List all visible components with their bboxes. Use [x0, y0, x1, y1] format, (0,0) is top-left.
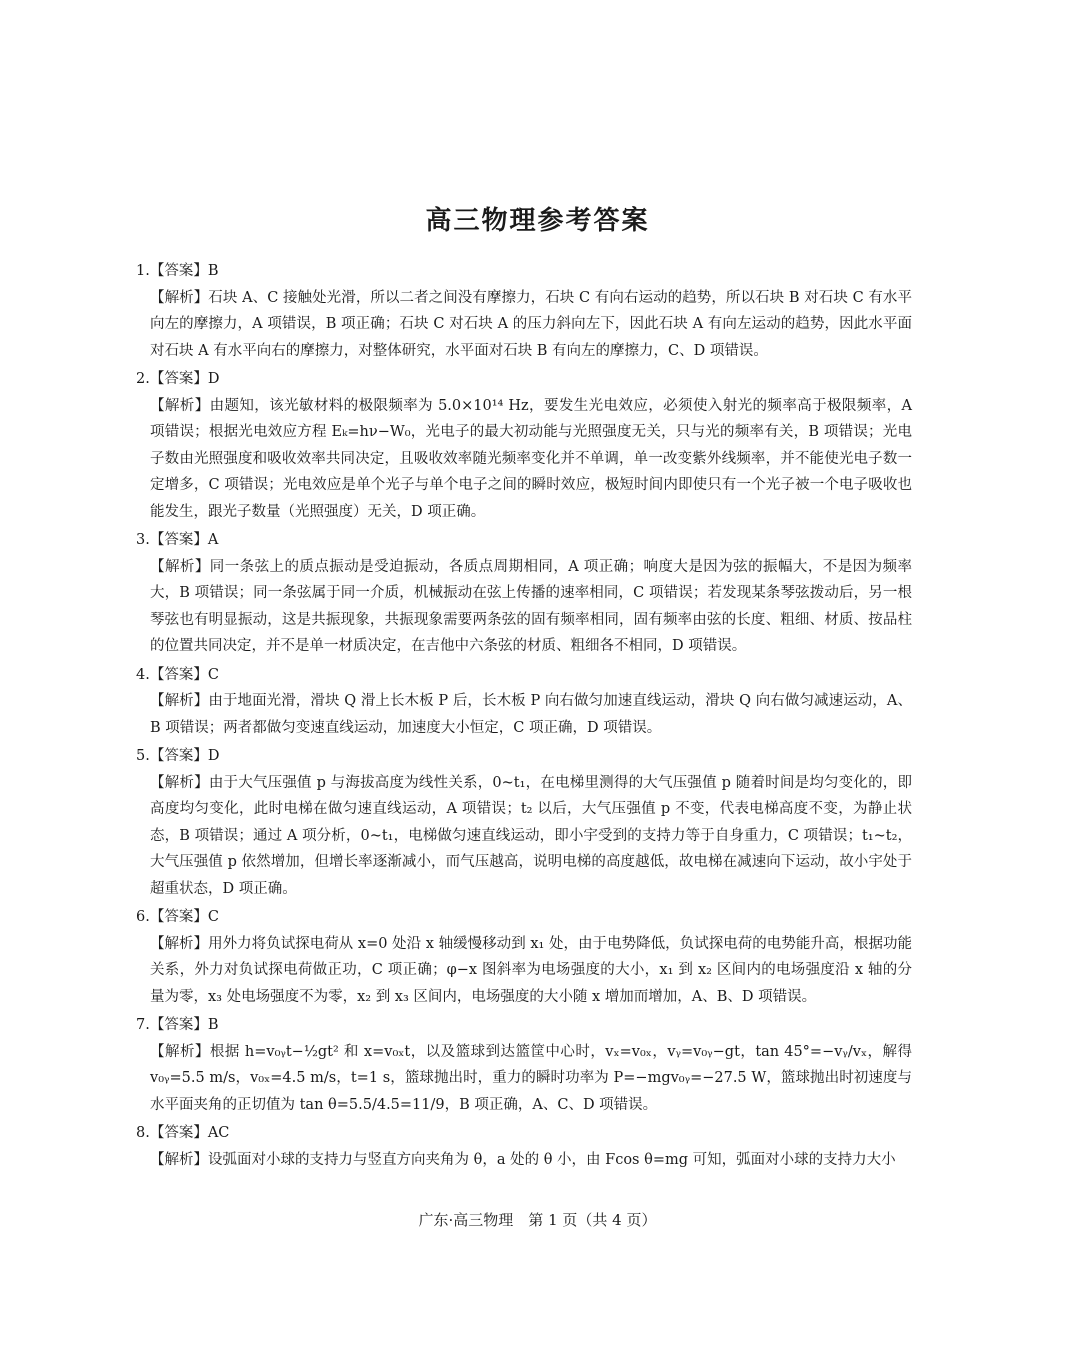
page-footer: 广东·高三物理 第 1 页（共 4 页） — [418, 1211, 657, 1229]
explanation-8: 【解析】设弧面对小球的支持力与竖直方向夹角为 θ，a 处的 θ 小，由 Fcos θ=mg 可知，弧面对小球的支持力大小 — [150, 1151, 896, 1168]
explanation-2: 【解析】由题知，该光敏材料的极限频率为 5.0×10¹⁴ Hz，要发生光电效应，必须使入射光的频率高于极限频率，A 项错误；根据光电效应方程 Eₖ=hν−W₀，光电子的最大初动能与光照强度无关，只与光的频率有关，B 项错误；光电子数由光照强度和吸收效率共同决定，且吸收效率随光频率变化并不单调，单一改变紫外线频率，并不能使光电子数一定增多，C 项错误；光电效应是单个光子与单个电子之间的瞬时效应，极短时间内即使只有一个光子被一个电子吸收也能发生，跟光子数量（光照强度）无关，D 项正确。 — [150, 397, 912, 520]
answer-8: 8.【答案】AC — [136, 1125, 230, 1141]
explanation-6: 【解析】用外力将负试探电荷从 x=0 处沿 x 轴缓慢移动到 x₁ 处，由于电势降低，负试探电荷的电势能升高，根据功能关系，外力对负试探电荷做正功，C 项正确；φ−x 图斜率为电场强度的大小，x₁ 到 x₂ 区间内的电场强度沿 x 轴的分量为零，x₃ 处电场强度不为零，x₂ 到 x₃ 区间内，电场强度的大小随 x 增加而增加，A、B、D 项错误。 — [150, 935, 912, 1005]
answer-7: 7.【答案】B — [136, 1017, 219, 1033]
answer-4: 4.【答案】C — [136, 666, 219, 683]
explanation-3: 【解析】同一条弦上的质点振动是受迫振动，各质点周期相同，A 项正确；响度大是因为弦的振幅大，不是因为频率大，B 项错误；同一条弦属于同一介质，机械振动在弦上传播的速率相同，C 项错误；若发现某条琴弦拨动后，另一根琴弦也有明显振动，这是共振现象，共振现象需要两条弦的固有频率相同，固有频率由弦的长度、粗细、材质、按品柱的位置共同决定，并不是单一材质决定，在吉他中六条弦的材质、粗细各不相同，D 项错误。 — [150, 558, 912, 654]
answer-3: 3.【答案】A — [136, 532, 219, 548]
answers-content — [136, 258, 912, 1175]
explanation-5: 【解析】由于大气压强值 p 与海拔高度为线性关系，0~t₁，在电梯里测得的大气压强值 p 随着时间是均匀变化的，即高度均匀变化，此时电梯在做匀速直线运动，A 项错误；t₂ 以后，大气压强值 p 不变，代表电梯高度不变，为静止状态，B 项错误；通过 A 项分析，0~t₁，电梯做匀速直线运动，即小宇受到的支持力等于自身重力，C 项错误；t₁~t₂，大气压强值 p 依然增加，但增长率逐渐减小，而气压越高，说明电梯的高度越低，故电梯在减速向下运动，故小宇处于超重状态，D 项正确。 — [150, 774, 912, 897]
answer-5: 5.【答案】D — [136, 748, 220, 764]
answer-6: 6.【答案】C — [136, 909, 219, 925]
answer-1: 1.【答案】B — [136, 263, 219, 279]
explanation-1: 【解析】石块 A、C 接触处光滑，所以二者之间没有摩擦力，石块 C 有向右运动的趋势，所以石块 B 对石块 C 有水平向左的摩擦力，A 项错误，B 项正确；石块 C 对石块 A 的压力斜向左下，因此石块 A 有向左运动的趋势，因此水平面对石块 A 有水平向右的摩擦力，对整体研究，水平面对石块 B 有向左的摩擦力，C、D 项错误。 — [150, 289, 912, 359]
explanation-4: 【解析】由于地面光滑，滑块 Q 滑上长木板 P 后，长木板 P 向右做匀加速直线运动，滑块 Q 向右做匀减速运动，A、B 项错误；两者都做匀变速直线运动，加速度大小恒定，C 项正确，D 项错误。 — [150, 693, 912, 736]
answer-2: 2.【答案】D — [136, 371, 220, 387]
explanation-7: 【解析】根据 h=v₀ᵧt−½gt² 和 x=v₀ₓt，以及篮球到达篮筐中心时，vₓ=v₀ₓ，vᵧ=v₀ᵧ−gt，tan 45°=−vᵧ/vₓ，解得 v₀ᵧ=5.5 m/s，v₀ₓ=4.5 m/s，t=1 s，篮球抛出时，重力的瞬时功率为 P=−mgv₀ᵧ=−27.5 W，篮球抛出时初速度与水平面夹角的正切值为 tan θ=5.5/4.5=11/9，B 项正确，A、C、D 项错误。 — [150, 1043, 912, 1113]
page-title: 高三物理参考答案 — [425, 206, 650, 236]
